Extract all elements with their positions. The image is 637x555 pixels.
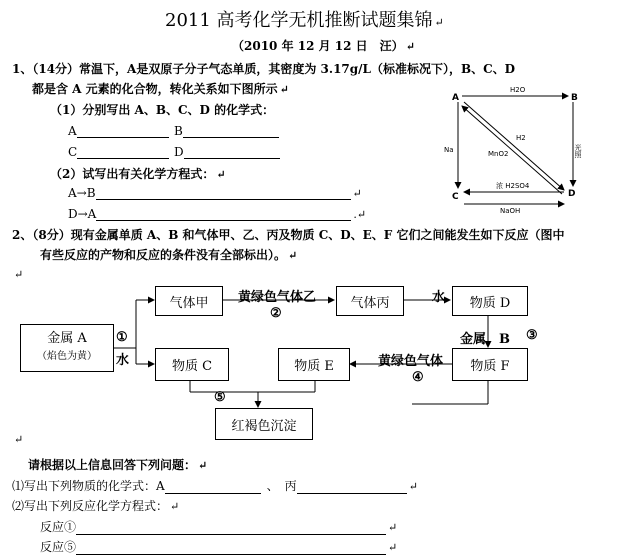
blank-d[interactable] xyxy=(184,146,280,159)
label-yellow-gas1: 黄绿色气体乙 xyxy=(238,290,317,305)
blank-a[interactable] xyxy=(77,125,169,138)
label-step5: ⑤ xyxy=(214,390,226,405)
diag-node-c: C xyxy=(452,192,459,202)
blank-eq2[interactable] xyxy=(96,208,351,221)
label-step4: ④ xyxy=(412,370,424,385)
box-wu-c: 物质 C xyxy=(155,348,229,381)
label-yellow-gas2: 黄绿色气体 xyxy=(378,354,444,369)
q2-line2: 有些反应的产物和反应的条件没有全部标出）。 ↵ xyxy=(40,248,298,262)
blank-eq1[interactable] xyxy=(96,187,351,200)
blank-react1[interactable] xyxy=(76,522,386,535)
blank-react5[interactable] xyxy=(76,542,386,555)
label-metal-b: 金属 B xyxy=(460,332,510,347)
blank-q2-a[interactable] xyxy=(165,481,261,494)
q2-line1: 2、（8分）现有金属单质 A、B 和气体甲、乙、丙及物质 C、D、E、F 它们之间能发生如下反应（图中 xyxy=(12,228,565,242)
q1-answer-d: D xyxy=(174,145,280,159)
arrow-a-d xyxy=(464,102,564,190)
box-wu-f: 物质 F xyxy=(452,348,528,381)
arrow-d-a xyxy=(462,106,562,194)
date-line: （2010 年 12 月 12 日 汪） ↵ xyxy=(232,39,415,53)
diag-node-d: D xyxy=(568,189,576,199)
label-h2so4: 浓 H2SO4 xyxy=(496,182,530,190)
box-precipitate: 红褐色沉淀 xyxy=(215,408,313,440)
q2-ask1: ⑴写出下列物质的化学式：A 、 丙 ↵ xyxy=(12,479,418,493)
q1-answer-b: B xyxy=(174,124,279,138)
q1-diagram xyxy=(440,82,590,222)
q2-react5: 反应⑤ ↵ xyxy=(40,540,398,554)
q2-ask2: ⑵写出下列反应化学方程式： ↵ xyxy=(12,499,180,513)
label-water1: 水 xyxy=(116,353,130,368)
label-water2: 水 xyxy=(432,290,446,305)
q2-react1: 反应① ↵ xyxy=(40,520,398,534)
q1-sub1: （1）分别写出 A、B、C、D 的化学式： xyxy=(50,103,275,117)
q1-answer-c: C xyxy=(68,145,169,159)
box-wu-d: 物质 D xyxy=(452,286,528,316)
box-gas-jia: 气体甲 xyxy=(155,286,223,316)
blank-b[interactable] xyxy=(183,125,279,138)
label-step3: ③ xyxy=(526,328,538,343)
blank-c[interactable] xyxy=(77,146,169,159)
q2-prompt: 请根据以上信息回答下列问题： ↵ xyxy=(28,458,208,472)
page-title: 2011 高考化学无机推断试题集锦 ↵ xyxy=(165,10,444,31)
label-light: 光照 xyxy=(574,144,582,158)
blank-q2-bing[interactable] xyxy=(297,481,407,494)
label-step1: ① xyxy=(116,330,128,345)
box-wu-e: 物质 E xyxy=(278,348,350,381)
label-h2: H2 xyxy=(516,134,526,142)
q1-eq1: A→B ↵ xyxy=(68,186,362,200)
label-naoh: NaOH xyxy=(500,207,521,215)
label-h2o: H2O xyxy=(510,86,526,94)
diag-node-a: A xyxy=(452,93,459,103)
q1-line2: 都是含 A 元素的化合物，转化关系如下图所示 ↵ xyxy=(32,82,289,96)
box-metal-a: 金属 A （焰色为黄） xyxy=(20,324,114,372)
label-step2: ② xyxy=(270,306,282,321)
box-gas-bing: 气体丙 xyxy=(336,286,404,316)
diag-node-b: B xyxy=(571,93,578,103)
label-mno2: MnO2 xyxy=(488,150,509,158)
q1-eq2: D→A .↵ xyxy=(68,207,367,221)
q1-line1: 1、（14分）常温下，A是双原子分子气态单质，其密度为 3.17g/L（标准标况下），B、C、D xyxy=(12,62,516,76)
label-na: Na xyxy=(444,146,454,154)
q2-blank-line: ↵ xyxy=(14,268,24,281)
q1-answer-a: A xyxy=(68,124,169,138)
q2-blank-line-2: ↵ xyxy=(14,433,24,446)
q1-sub2: （2）试写出有关化学方程式： ↵ xyxy=(50,167,226,181)
